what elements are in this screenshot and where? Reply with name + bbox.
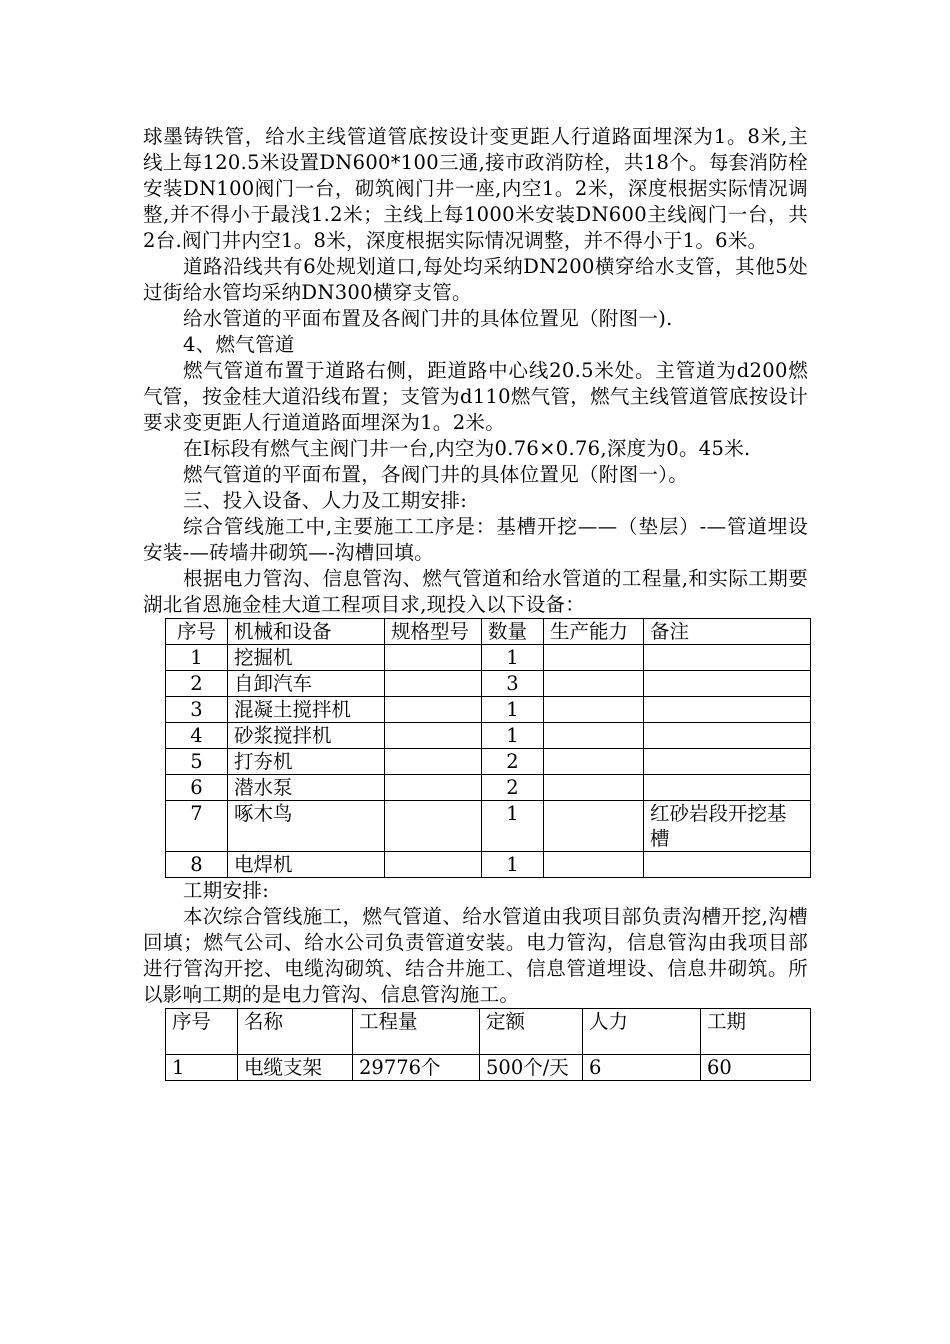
header-cell: 名称 xyxy=(238,1009,353,1055)
cell-spec xyxy=(385,801,482,852)
cell-index: 6 xyxy=(166,775,228,801)
cell-capacity xyxy=(544,645,644,671)
cell-spec xyxy=(385,749,482,775)
cell-equipment: 打夯机 xyxy=(228,749,385,775)
table-row xyxy=(166,801,811,852)
cell-remark xyxy=(644,852,811,878)
paragraph-equipment-intro: 根据电力管沟、信息管沟、燃气管道和给水管道的工程量,和实际工期要湖北省恩施金桂大道工程项目求,现投入以下设备： xyxy=(143,567,808,616)
cell-spec xyxy=(385,671,482,697)
paragraph-gas-plan: 燃气管道的平面布置，各阀门井的具体位置见（附图一）。 xyxy=(183,463,689,486)
equipment-table xyxy=(165,618,811,878)
cell-remark xyxy=(644,749,811,775)
paragraph-crossings: 道路沿线共有6处规划道口,每处均采纳DN200横穿给水支管，其他5处过街给水管均采纳DN300横穿支管。 xyxy=(143,255,808,304)
cell-capacity xyxy=(544,801,644,852)
cell-equipment: 挖掘机 xyxy=(228,645,385,671)
cell-index: 4 xyxy=(166,723,228,749)
table-row xyxy=(166,645,811,671)
header-cell: 人力 xyxy=(583,1009,701,1055)
cell-index: 7 xyxy=(166,801,228,852)
paragraph-process: 综合管线施工中,主要施工工序是：基槽开挖——（垫层）-—管道埋设安装-—砖墙井砌筑—-沟槽回填。 xyxy=(143,515,808,564)
paragraph-gas-layout: 燃气管道布置于道路右侧，距道路中心线20.5米处。主管道为d200燃气管，按金桂大道沿线布置；支管为d110燃气管，燃气主线管道管底按设计要求变更距人行道道路面埋深为1。2米。 xyxy=(143,359,808,434)
paragraph-gas-valve: 在Ⅰ标段有燃气主阀门井一台,内空为0.76×0.76,深度为0。45米. xyxy=(183,437,751,460)
cell-quantity: 1 xyxy=(482,723,544,749)
cell-capacity xyxy=(544,749,644,775)
cell-remark xyxy=(644,671,811,697)
cell-name: 电缆支架 xyxy=(238,1055,353,1081)
cell-remark xyxy=(644,723,811,749)
cell-quantity: 1 xyxy=(482,645,544,671)
table-row xyxy=(166,775,811,801)
paragraph-water-layout: 给水管道的平面布置及各阀门井的具体位置见（附图一). xyxy=(183,307,673,330)
table-header-row xyxy=(166,619,811,645)
header-cell: 工期 xyxy=(701,1009,811,1055)
cell-spec xyxy=(385,852,482,878)
header-cell: 序号 xyxy=(166,619,228,645)
cell-manpower: 6 xyxy=(583,1055,701,1081)
cell-capacity xyxy=(544,852,644,878)
cell-equipment: 自卸汽车 xyxy=(228,671,385,697)
cell-spec xyxy=(385,723,482,749)
cell-quantity: 1 xyxy=(482,852,544,878)
cell-spec xyxy=(385,775,482,801)
cell-remark xyxy=(644,697,811,723)
cell-equipment: 混凝土搅拌机 xyxy=(228,697,385,723)
cell-equipment: 啄木鸟 xyxy=(228,801,385,852)
header-cell: 序号 xyxy=(166,1009,238,1055)
cell-remark: 红砂岩段开挖基槽 xyxy=(644,801,811,852)
cell-quantity: 1 xyxy=(482,697,544,723)
cell-capacity xyxy=(544,775,644,801)
header-cell: 生产能力 xyxy=(544,619,644,645)
schedule-table xyxy=(165,1008,811,1081)
heading-equipment-schedule: 三、投入设备、人力及工期安排: xyxy=(183,489,468,512)
heading-schedule: 工期安排: xyxy=(183,879,270,902)
cell-index: 2 xyxy=(166,671,228,697)
paragraph-water-main: 球墨铸铁管，给水主线管道管底按设计变更距人行道路面埋深为1。8米,主线上每120.5米设置DN600*100三通,接市政消防栓，共18个。每套消防栓安装DN100阀门一台，砌筑阀门井一座,内空1。2米，深度根据实际情况调整,并不得小于最浅1.2米；主线上每1000米安装DN600主线阀门一台，共2台.阀门井内空1。8米，深度根据实际情况调整，并不得小于1。6米。 xyxy=(143,125,808,252)
cell-index: 5 xyxy=(166,749,228,775)
cell-index: 3 xyxy=(166,697,228,723)
table-row xyxy=(166,697,811,723)
header-cell: 数量 xyxy=(482,619,544,645)
cell-remark xyxy=(644,645,811,671)
cell-quantity: 29776个 xyxy=(353,1055,480,1081)
cell-duration: 60 xyxy=(701,1055,811,1081)
cell-equipment: 潜水泵 xyxy=(228,775,385,801)
table-header-row xyxy=(166,1009,811,1055)
table-row xyxy=(166,723,811,749)
cell-remark xyxy=(644,775,811,801)
cell-spec xyxy=(385,697,482,723)
cell-equipment: 砂浆搅拌机 xyxy=(228,723,385,749)
header-cell: 规格型号 xyxy=(385,619,482,645)
cell-index: 1 xyxy=(166,1055,238,1081)
cell-capacity xyxy=(544,697,644,723)
header-cell: 机械和设备 xyxy=(228,619,385,645)
table-row xyxy=(166,749,811,775)
table-row xyxy=(166,852,811,878)
cell-equipment: 电焊机 xyxy=(228,852,385,878)
cell-quantity: 2 xyxy=(482,775,544,801)
table-row xyxy=(166,1055,811,1081)
header-cell: 备注 xyxy=(644,619,811,645)
cell-capacity xyxy=(544,671,644,697)
header-cell: 工程量 xyxy=(353,1009,480,1055)
cell-index: 1 xyxy=(166,645,228,671)
paragraph-schedule: 本次综合管线施工，燃气管道、给水管道由我项目部负责沟槽开挖,沟槽回填；燃气公司、给水公司负责管道安装。电力管沟，信息管沟由我项目部进行管沟开挖、电缆沟砌筑、结合井施工、信息管道埋设、信息井砌筑。所以影响工期的是电力管沟、信息管沟施工。 xyxy=(143,905,808,1006)
cell-quantity: 1 xyxy=(482,801,544,852)
document-body xyxy=(143,124,808,1081)
header-cell: 定额 xyxy=(480,1009,583,1055)
cell-quantity: 3 xyxy=(482,671,544,697)
heading-gas-pipeline: 4、燃气管道 xyxy=(183,333,295,356)
cell-spec xyxy=(385,645,482,671)
cell-capacity xyxy=(544,723,644,749)
cell-index: 8 xyxy=(166,852,228,878)
cell-quantity: 2 xyxy=(482,749,544,775)
table-row xyxy=(166,671,811,697)
cell-quota: 500个/天 xyxy=(480,1055,583,1081)
